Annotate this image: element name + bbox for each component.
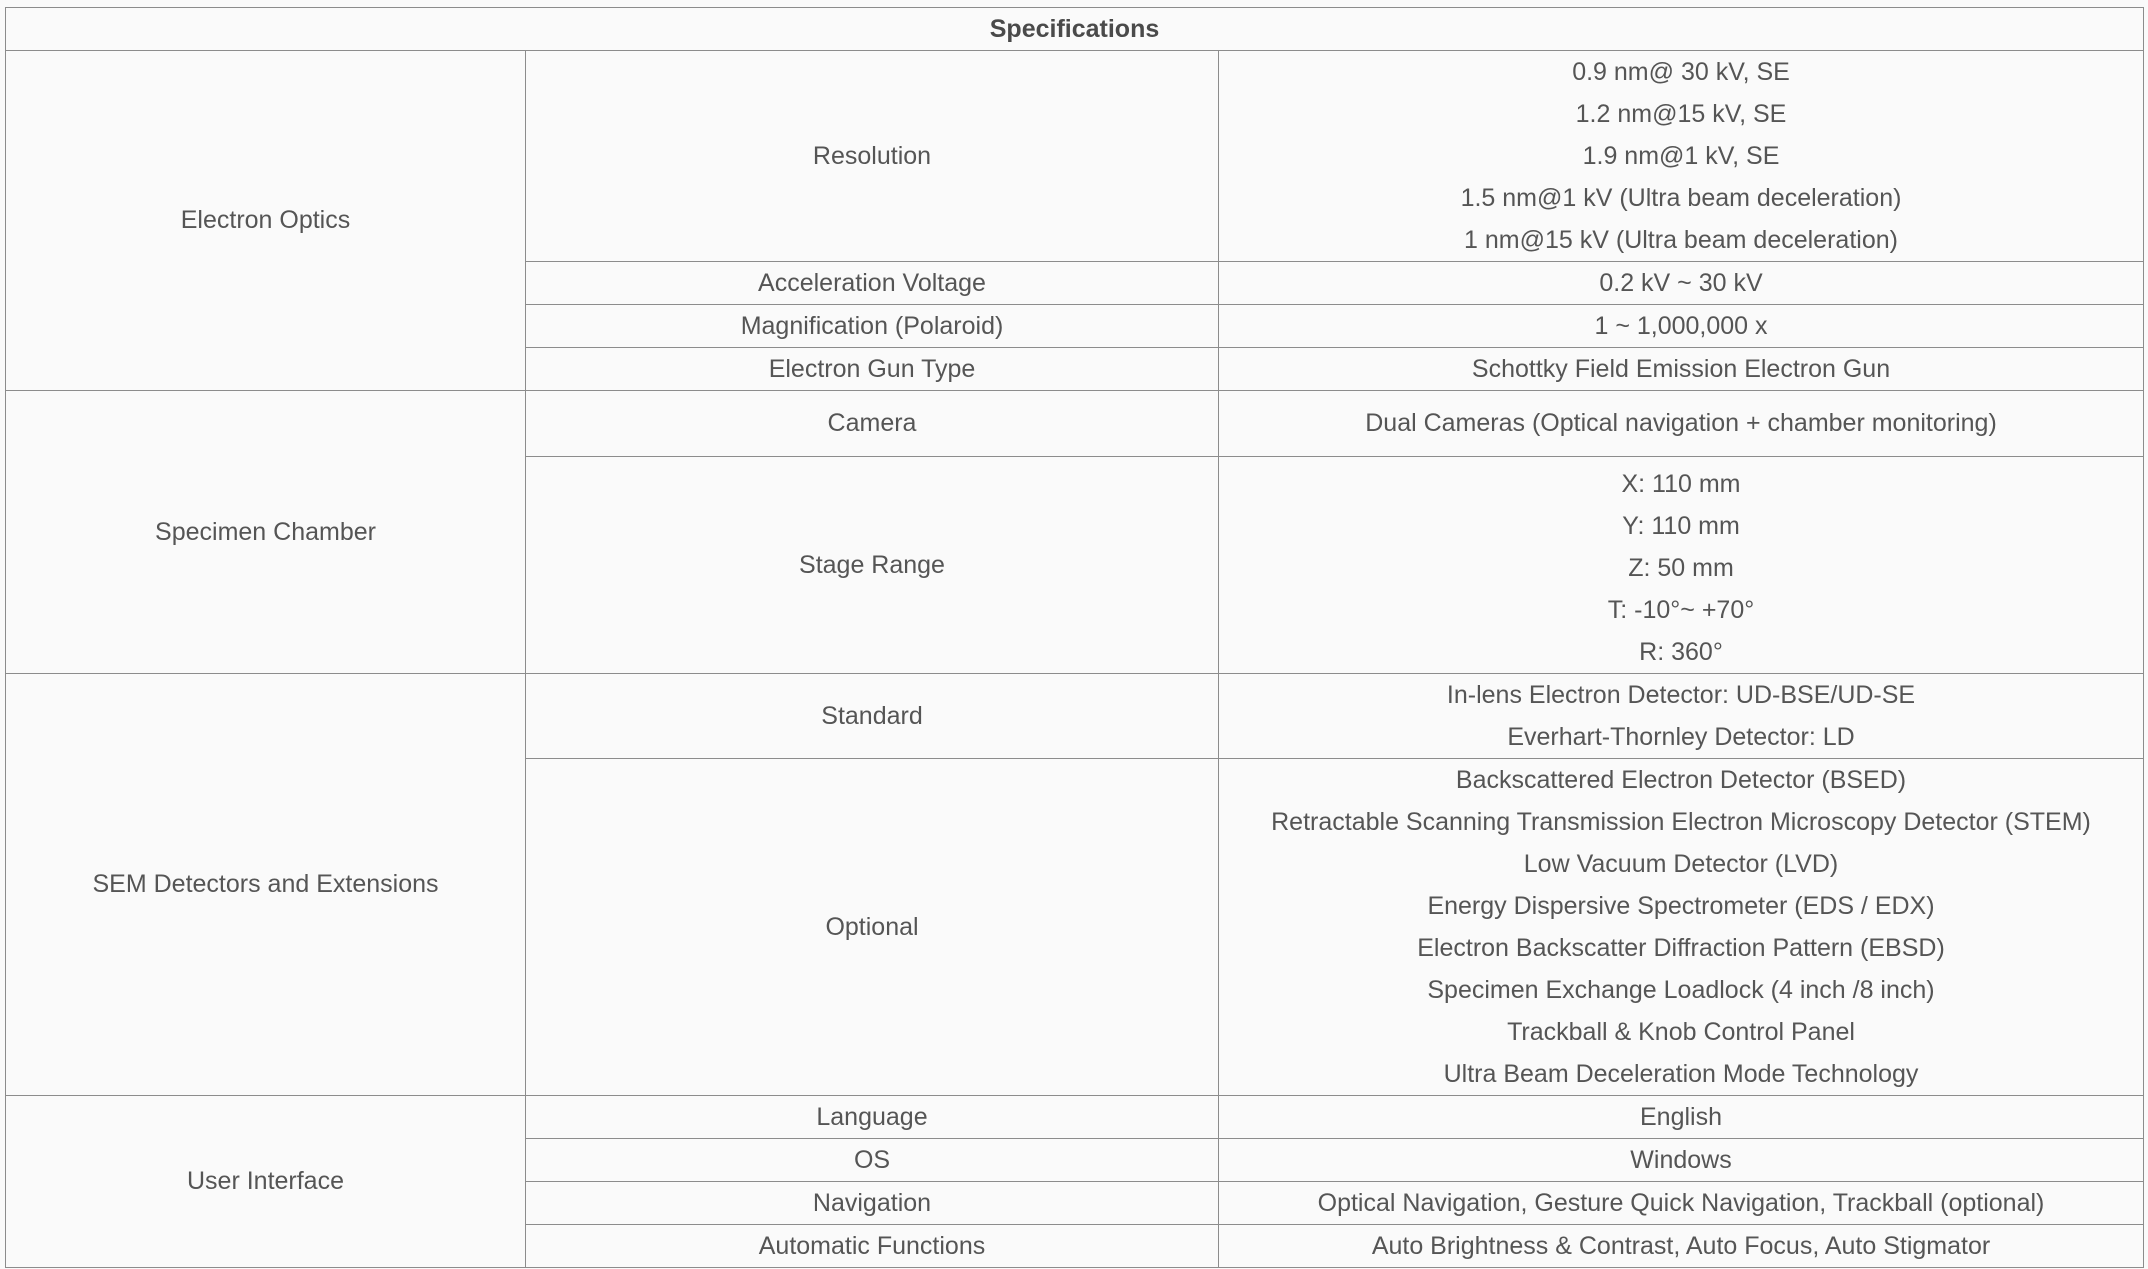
spec-label-optional: Optional	[526, 759, 1219, 1096]
spec-value-camera: Dual Cameras (Optical navigation + chamber monitoring)	[1219, 391, 2144, 457]
spec-value-line: Everhart-Thornley Detector: LD	[1507, 723, 1855, 751]
spec-label-automatic-functions: Automatic Functions	[526, 1225, 1219, 1268]
spec-value-magnification: 1 ~ 1,000,000 x	[1219, 305, 2144, 348]
spec-value-line: Y: 110 mm	[1622, 512, 1740, 540]
specifications-table	[5, 7, 2144, 1268]
spec-value-line: Low Vacuum Detector (LVD)	[1523, 850, 1839, 878]
spec-label-resolution: Resolution	[526, 51, 1219, 262]
category-specimen-chamber: Specimen Chamber	[6, 391, 526, 674]
category-sem-detectors: SEM Detectors and Extensions	[6, 674, 526, 1096]
spec-value-line: 0.9 nm@ 30 kV, SE	[1572, 58, 1790, 86]
spec-value-line: Energy Dispersive Spectrometer (EDS / EDX)	[1427, 892, 1935, 920]
spec-label-navigation: Navigation	[526, 1182, 1219, 1225]
table-row	[6, 1096, 2144, 1139]
spec-value-os: Windows	[1219, 1139, 2144, 1182]
spec-value-line: Ultra Beam Deceleration Mode Technology	[1443, 1060, 1919, 1088]
spec-label-magnification: Magnification (Polaroid)	[526, 305, 1219, 348]
table-row	[6, 391, 2144, 457]
category-electron-optics: Electron Optics	[6, 51, 526, 391]
spec-value-standard	[1219, 674, 2144, 759]
spec-value-line: X: 110 mm	[1621, 470, 1741, 498]
category-user-interface: User Interface	[6, 1096, 526, 1268]
spec-value-navigation: Optical Navigation, Gesture Quick Navigation, Trackball (optional)	[1219, 1182, 2144, 1225]
spec-value-line: Trackball & Knob Control Panel	[1507, 1018, 1855, 1046]
spec-label-stage-range: Stage Range	[526, 457, 1219, 674]
spec-label-language: Language	[526, 1096, 1219, 1139]
spec-value-line: Z: 50 mm	[1628, 554, 1734, 582]
table-row	[6, 674, 2144, 759]
spec-value-line: T: -10°~ +70°	[1607, 596, 1755, 624]
spec-value-line: 1.5 nm@1 kV (Ultra beam deceleration)	[1460, 184, 1902, 212]
spec-value-stage-range	[1219, 457, 2144, 674]
spec-value-electron-gun-type: Schottky Field Emission Electron Gun	[1219, 348, 2144, 391]
table-header-row	[6, 8, 2144, 51]
spec-value-line: Backscattered Electron Detector (BSED)	[1455, 766, 1907, 794]
spec-value-line: 1 nm@15 kV (Ultra beam deceleration)	[1464, 226, 1898, 254]
spec-value-line: Electron Backscatter Diffraction Pattern (EBSD)	[1417, 934, 1945, 962]
spec-value-line: In-lens Electron Detector: UD-BSE/UD-SE	[1446, 681, 1916, 709]
spec-value-automatic-functions: Auto Brightness & Contrast, Auto Focus, Auto Stigmator	[1219, 1225, 2144, 1268]
spec-label-camera: Camera	[526, 391, 1219, 457]
spec-value-line: 1.2 nm@15 kV, SE	[1575, 100, 1787, 128]
spec-value-line: Retractable Scanning Transmission Electron Microscopy Detector (STEM)	[1271, 808, 2091, 836]
spec-label-electron-gun-type: Electron Gun Type	[526, 348, 1219, 391]
spec-value-optional	[1219, 759, 2144, 1096]
spec-value-acceleration-voltage: 0.2 kV ~ 30 kV	[1219, 262, 2144, 305]
spec-value-line: 1.9 nm@1 kV, SE	[1582, 142, 1780, 170]
table-row	[6, 51, 2144, 262]
spec-value-line: Specimen Exchange Loadlock (4 inch /8 inch)	[1427, 976, 1935, 1004]
spec-value-resolution	[1219, 51, 2144, 262]
spec-label-acceleration-voltage: Acceleration Voltage	[526, 262, 1219, 305]
table-title: Specifications	[6, 8, 2144, 51]
spec-label-standard: Standard	[526, 674, 1219, 759]
spec-value-language: English	[1219, 1096, 2144, 1139]
spec-value-line: R: 360°	[1639, 638, 1723, 666]
spec-label-os: OS	[526, 1139, 1219, 1182]
